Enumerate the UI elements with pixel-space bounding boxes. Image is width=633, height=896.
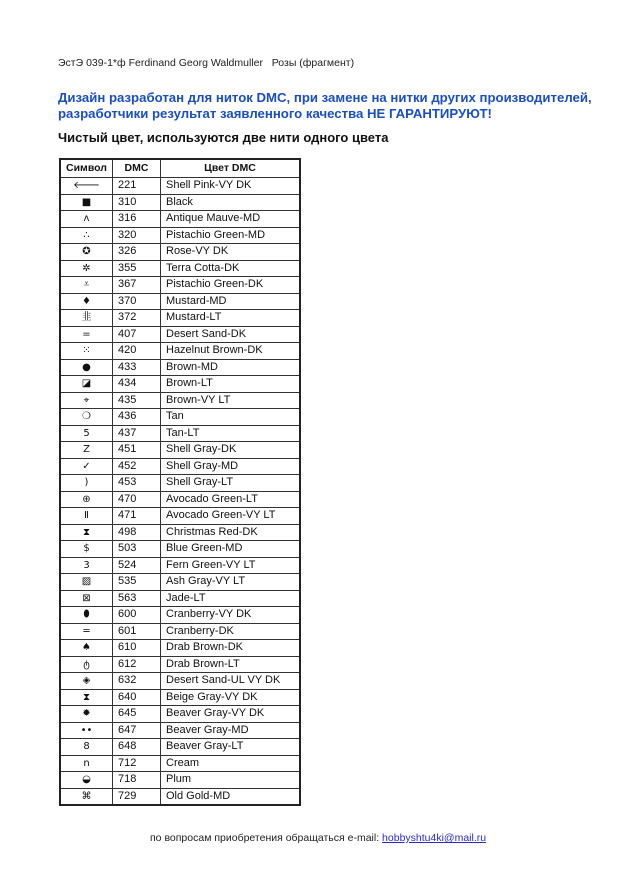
color-name: Jade-LT xyxy=(161,590,301,607)
symbol-cell xyxy=(60,227,113,244)
table-row xyxy=(60,277,300,294)
symbol-cell xyxy=(60,293,113,310)
table-row xyxy=(60,178,300,195)
open-circle-icon: ❍ xyxy=(82,411,91,423)
dmc-code: 645 xyxy=(113,706,161,723)
symbol-cell xyxy=(60,310,113,327)
dmc-code: 452 xyxy=(113,458,161,475)
color-name: Desert Sand-DK xyxy=(161,326,301,343)
table-row xyxy=(60,508,300,525)
color-name: Cranberry-VY DK xyxy=(161,607,301,624)
dmc-code: 648 xyxy=(113,739,161,756)
z-icon: Z xyxy=(83,444,90,456)
table-row xyxy=(60,458,300,475)
dmc-code: 355 xyxy=(113,260,161,277)
hourglass-icon: ⧗ xyxy=(82,526,91,538)
table-row xyxy=(60,260,300,277)
dmc-code: 434 xyxy=(113,376,161,393)
three-dots-icon: ∴ xyxy=(83,229,90,241)
color-name: Beaver Gray-MD xyxy=(161,722,301,739)
symbol-cell xyxy=(60,277,113,294)
flower-circle-icon: ✪ xyxy=(82,246,91,258)
symbol-cell xyxy=(60,458,113,475)
table-row xyxy=(60,656,300,673)
table-row xyxy=(60,541,300,558)
footer xyxy=(150,832,486,844)
color-name: Brown-MD xyxy=(161,359,301,376)
hatched-square-icon: ▨ xyxy=(81,576,92,588)
warning-text: Дизайн разработан для ниток DMC, при замене на нитки других производителей, разработчики результат заявленного качества НЕ ГАРАНТИРУЮТ! xyxy=(58,90,592,121)
dmc-code: 729 xyxy=(113,788,161,805)
dmc-code: 647 xyxy=(113,722,161,739)
symbol-cell xyxy=(60,425,113,442)
symbol-cell xyxy=(60,706,113,723)
dmc-code: 433 xyxy=(113,359,161,376)
color-name: Beige Gray-VY DK xyxy=(161,689,301,706)
paren-icon: ) xyxy=(84,477,89,489)
dmc-code: 367 xyxy=(113,277,161,294)
color-name: Drab Brown-DK xyxy=(161,640,301,657)
dmc-code: 471 xyxy=(113,508,161,525)
symbol-cell xyxy=(60,524,113,541)
arrow-left-icon: 🡐 xyxy=(73,180,100,192)
color-name: Tan xyxy=(161,409,301,426)
table-header-row xyxy=(60,159,300,178)
table-row xyxy=(60,706,300,723)
color-name: Pistachio Green-MD xyxy=(161,227,301,244)
dmc-code: 498 xyxy=(113,524,161,541)
table-row xyxy=(60,425,300,442)
color-name: Avocado Green-VY LT xyxy=(161,508,301,525)
symbol-cell xyxy=(60,211,113,228)
snowflake-dots-icon: ✲ xyxy=(82,262,91,274)
dmc-code: 435 xyxy=(113,392,161,409)
footer-text: по вопросам приобретения обращаться e-mail: xyxy=(150,832,383,844)
dmc-code: 372 xyxy=(113,310,161,327)
table-row xyxy=(60,590,300,607)
swirl-icon: ტ xyxy=(83,658,90,670)
bracket-x-icon: ⌘ xyxy=(81,790,92,802)
symbol-cell xyxy=(60,392,113,409)
table-row xyxy=(60,310,300,327)
color-name: Plum xyxy=(161,772,301,789)
filled-square-icon: ■ xyxy=(81,196,92,208)
symbol-cell xyxy=(60,640,113,657)
table-row xyxy=(60,343,300,360)
dmc-code: 612 xyxy=(113,656,161,673)
symbol-cell xyxy=(60,574,113,591)
table-row xyxy=(60,524,300,541)
column-header-dmc: DMC xyxy=(113,159,161,178)
table-row xyxy=(60,293,300,310)
dmc-code: 563 xyxy=(113,590,161,607)
symbol-cell xyxy=(60,590,113,607)
dmc-code: 470 xyxy=(113,491,161,508)
color-name: Avocado Green-LT xyxy=(161,491,301,508)
color-name: Cream xyxy=(161,755,301,772)
symbol-cell xyxy=(60,409,113,426)
small-drop-icon: ♦ xyxy=(82,295,91,307)
dmc-code: 524 xyxy=(113,557,161,574)
table-row xyxy=(60,491,300,508)
table-row xyxy=(60,673,300,690)
dmc-code: 453 xyxy=(113,475,161,492)
symbol-cell xyxy=(60,673,113,690)
table-row xyxy=(60,211,300,228)
table-row xyxy=(60,755,300,772)
symbol-cell xyxy=(60,359,113,376)
color-name: Brown-VY LT xyxy=(161,392,301,409)
spade-icon: ♠ xyxy=(82,642,91,654)
color-name: Fern Green-VY LT xyxy=(161,557,301,574)
color-name: Shell Gray-MD xyxy=(161,458,301,475)
tree-icon: ⾲ xyxy=(81,312,92,324)
dmc-code: 632 xyxy=(113,673,161,690)
color-name: Antique Mauve-MD xyxy=(161,211,301,228)
dmc-code: 712 xyxy=(113,755,161,772)
symbol-cell xyxy=(60,772,113,789)
symbol-cell xyxy=(60,508,113,525)
dmc-code: 310 xyxy=(113,194,161,211)
symbol-cell xyxy=(60,376,113,393)
symbol-cell xyxy=(60,722,113,739)
dollar-icon: $ xyxy=(83,543,90,555)
table-row xyxy=(60,392,300,409)
half-square-icon: ◪ xyxy=(81,378,92,390)
two-dots-icon: •• xyxy=(80,724,93,736)
table-row xyxy=(60,722,300,739)
color-name: Shell Gray-DK xyxy=(161,442,301,459)
document-header: ЭстЭ 039-1*ф Ferdinand Georg Waldmuller Розы (фрагмент) xyxy=(58,57,355,69)
dmc-code: 370 xyxy=(113,293,161,310)
color-name: Drab Brown-LT xyxy=(161,656,301,673)
color-name: Beaver Gray-LT xyxy=(161,739,301,756)
boxed-x-icon: ⊠ xyxy=(82,592,91,604)
vertical-oval-icon: ⬮ xyxy=(83,609,90,621)
column-icon: Ⅱ xyxy=(84,510,89,522)
symbol-cell xyxy=(60,442,113,459)
color-name: Cranberry-DK xyxy=(161,623,301,640)
color-name: Hazelnut Brown-DK xyxy=(161,343,301,360)
dmc-code: 316 xyxy=(113,211,161,228)
dmc-code: 535 xyxy=(113,574,161,591)
color-name: Rose-VY DK xyxy=(161,244,301,261)
symbol-cell xyxy=(60,607,113,624)
table-row xyxy=(60,244,300,261)
half-circle-icon: ◒ xyxy=(82,774,91,786)
dmc-code: 601 xyxy=(113,623,161,640)
symbol-cell xyxy=(60,178,113,195)
color-name: Christmas Red-DK xyxy=(161,524,301,541)
dmc-code: 451 xyxy=(113,442,161,459)
dmc-code: 407 xyxy=(113,326,161,343)
color-name: Blue Green-MD xyxy=(161,541,301,558)
symbol-cell xyxy=(60,244,113,261)
email-link[interactable]: hobbyshtu4ki@mail.ru xyxy=(382,832,487,844)
n-icon: n xyxy=(83,757,90,769)
symbol-cell xyxy=(60,326,113,343)
color-name: Ash Gray-VY LT xyxy=(161,574,301,591)
table-row xyxy=(60,475,300,492)
double-bar-icon: ═ xyxy=(83,625,90,637)
symbol-cell xyxy=(60,194,113,211)
dmc-code: 437 xyxy=(113,425,161,442)
table-row xyxy=(60,788,300,805)
dmc-code: 420 xyxy=(113,343,161,360)
subtitle: Чистый цвет, используются две нити одного цвета xyxy=(58,130,389,145)
symbol-cell xyxy=(60,755,113,772)
dmc-code: 503 xyxy=(113,541,161,558)
symbol-cell xyxy=(60,656,113,673)
table-row xyxy=(60,326,300,343)
table-row xyxy=(60,640,300,657)
symbol-cell xyxy=(60,689,113,706)
table-row xyxy=(60,227,300,244)
symbol-cell xyxy=(60,623,113,640)
table-row xyxy=(60,772,300,789)
color-name: Pistachio Green-DK xyxy=(161,277,301,294)
table-row xyxy=(60,359,300,376)
table-row xyxy=(60,689,300,706)
color-name: Terra Cotta-DK xyxy=(161,260,301,277)
symbol-cell xyxy=(60,343,113,360)
table-row xyxy=(60,557,300,574)
color-name: Mustard-MD xyxy=(161,293,301,310)
table-row xyxy=(60,574,300,591)
symbol-cell xyxy=(60,491,113,508)
cross-dots-icon: ⁙ xyxy=(82,345,91,357)
table-row xyxy=(60,442,300,459)
table-row xyxy=(60,409,300,426)
symbol-cell xyxy=(60,260,113,277)
filled-circle-icon: ● xyxy=(82,361,91,373)
column-header-color: Цвет DMC xyxy=(161,159,301,178)
dmc-code: 436 xyxy=(113,409,161,426)
color-name: Old Gold-MD xyxy=(161,788,301,805)
dmc-code: 640 xyxy=(113,689,161,706)
color-name: Beaver Gray-VY DK xyxy=(161,706,301,723)
bowtie-icon: ⧗ xyxy=(82,691,91,703)
equals-icon: = xyxy=(82,328,91,340)
table-row xyxy=(60,623,300,640)
color-name: Shell Gray-LT xyxy=(161,475,301,492)
five-icon: 5 xyxy=(83,427,90,439)
crosshair-icon: ⌖ xyxy=(83,394,90,406)
dmc-code: 221 xyxy=(113,178,161,195)
symbol-cell xyxy=(60,739,113,756)
symbol-cell xyxy=(60,541,113,558)
dmc-code: 610 xyxy=(113,640,161,657)
eight-icon: 8 xyxy=(83,741,90,753)
column-header-symbol: Символ xyxy=(60,159,113,178)
table-row xyxy=(60,607,300,624)
dmc-code: 326 xyxy=(113,244,161,261)
color-name: Black xyxy=(161,194,301,211)
dmc-code: 320 xyxy=(113,227,161,244)
table-row xyxy=(60,376,300,393)
color-name: Desert Sand-UL VY DK xyxy=(161,673,301,690)
table-row xyxy=(60,739,300,756)
symbol-cell xyxy=(60,475,113,492)
thread-table xyxy=(59,158,301,806)
symbol-cell xyxy=(60,788,113,805)
circle-plus-icon: ⊕ xyxy=(82,493,91,505)
color-name: Shell Pink-VY DK xyxy=(161,178,301,195)
symbol-cell xyxy=(60,557,113,574)
color-name: Tan-LT xyxy=(161,425,301,442)
table-row xyxy=(60,194,300,211)
starburst-icon: ✹ xyxy=(82,708,91,720)
color-name: Mustard-LT xyxy=(161,310,301,327)
three-icon: 3 xyxy=(83,559,90,571)
dmc-code: 600 xyxy=(113,607,161,624)
color-name: Brown-LT xyxy=(161,376,301,393)
dmc-code: 718 xyxy=(113,772,161,789)
crown-underline-icon: ⩡ xyxy=(83,279,90,291)
caret-a-icon: ᴧ xyxy=(83,213,90,225)
diamond-dot-icon: ◈ xyxy=(82,675,91,687)
checkmark-icon: ✓ xyxy=(82,460,91,472)
